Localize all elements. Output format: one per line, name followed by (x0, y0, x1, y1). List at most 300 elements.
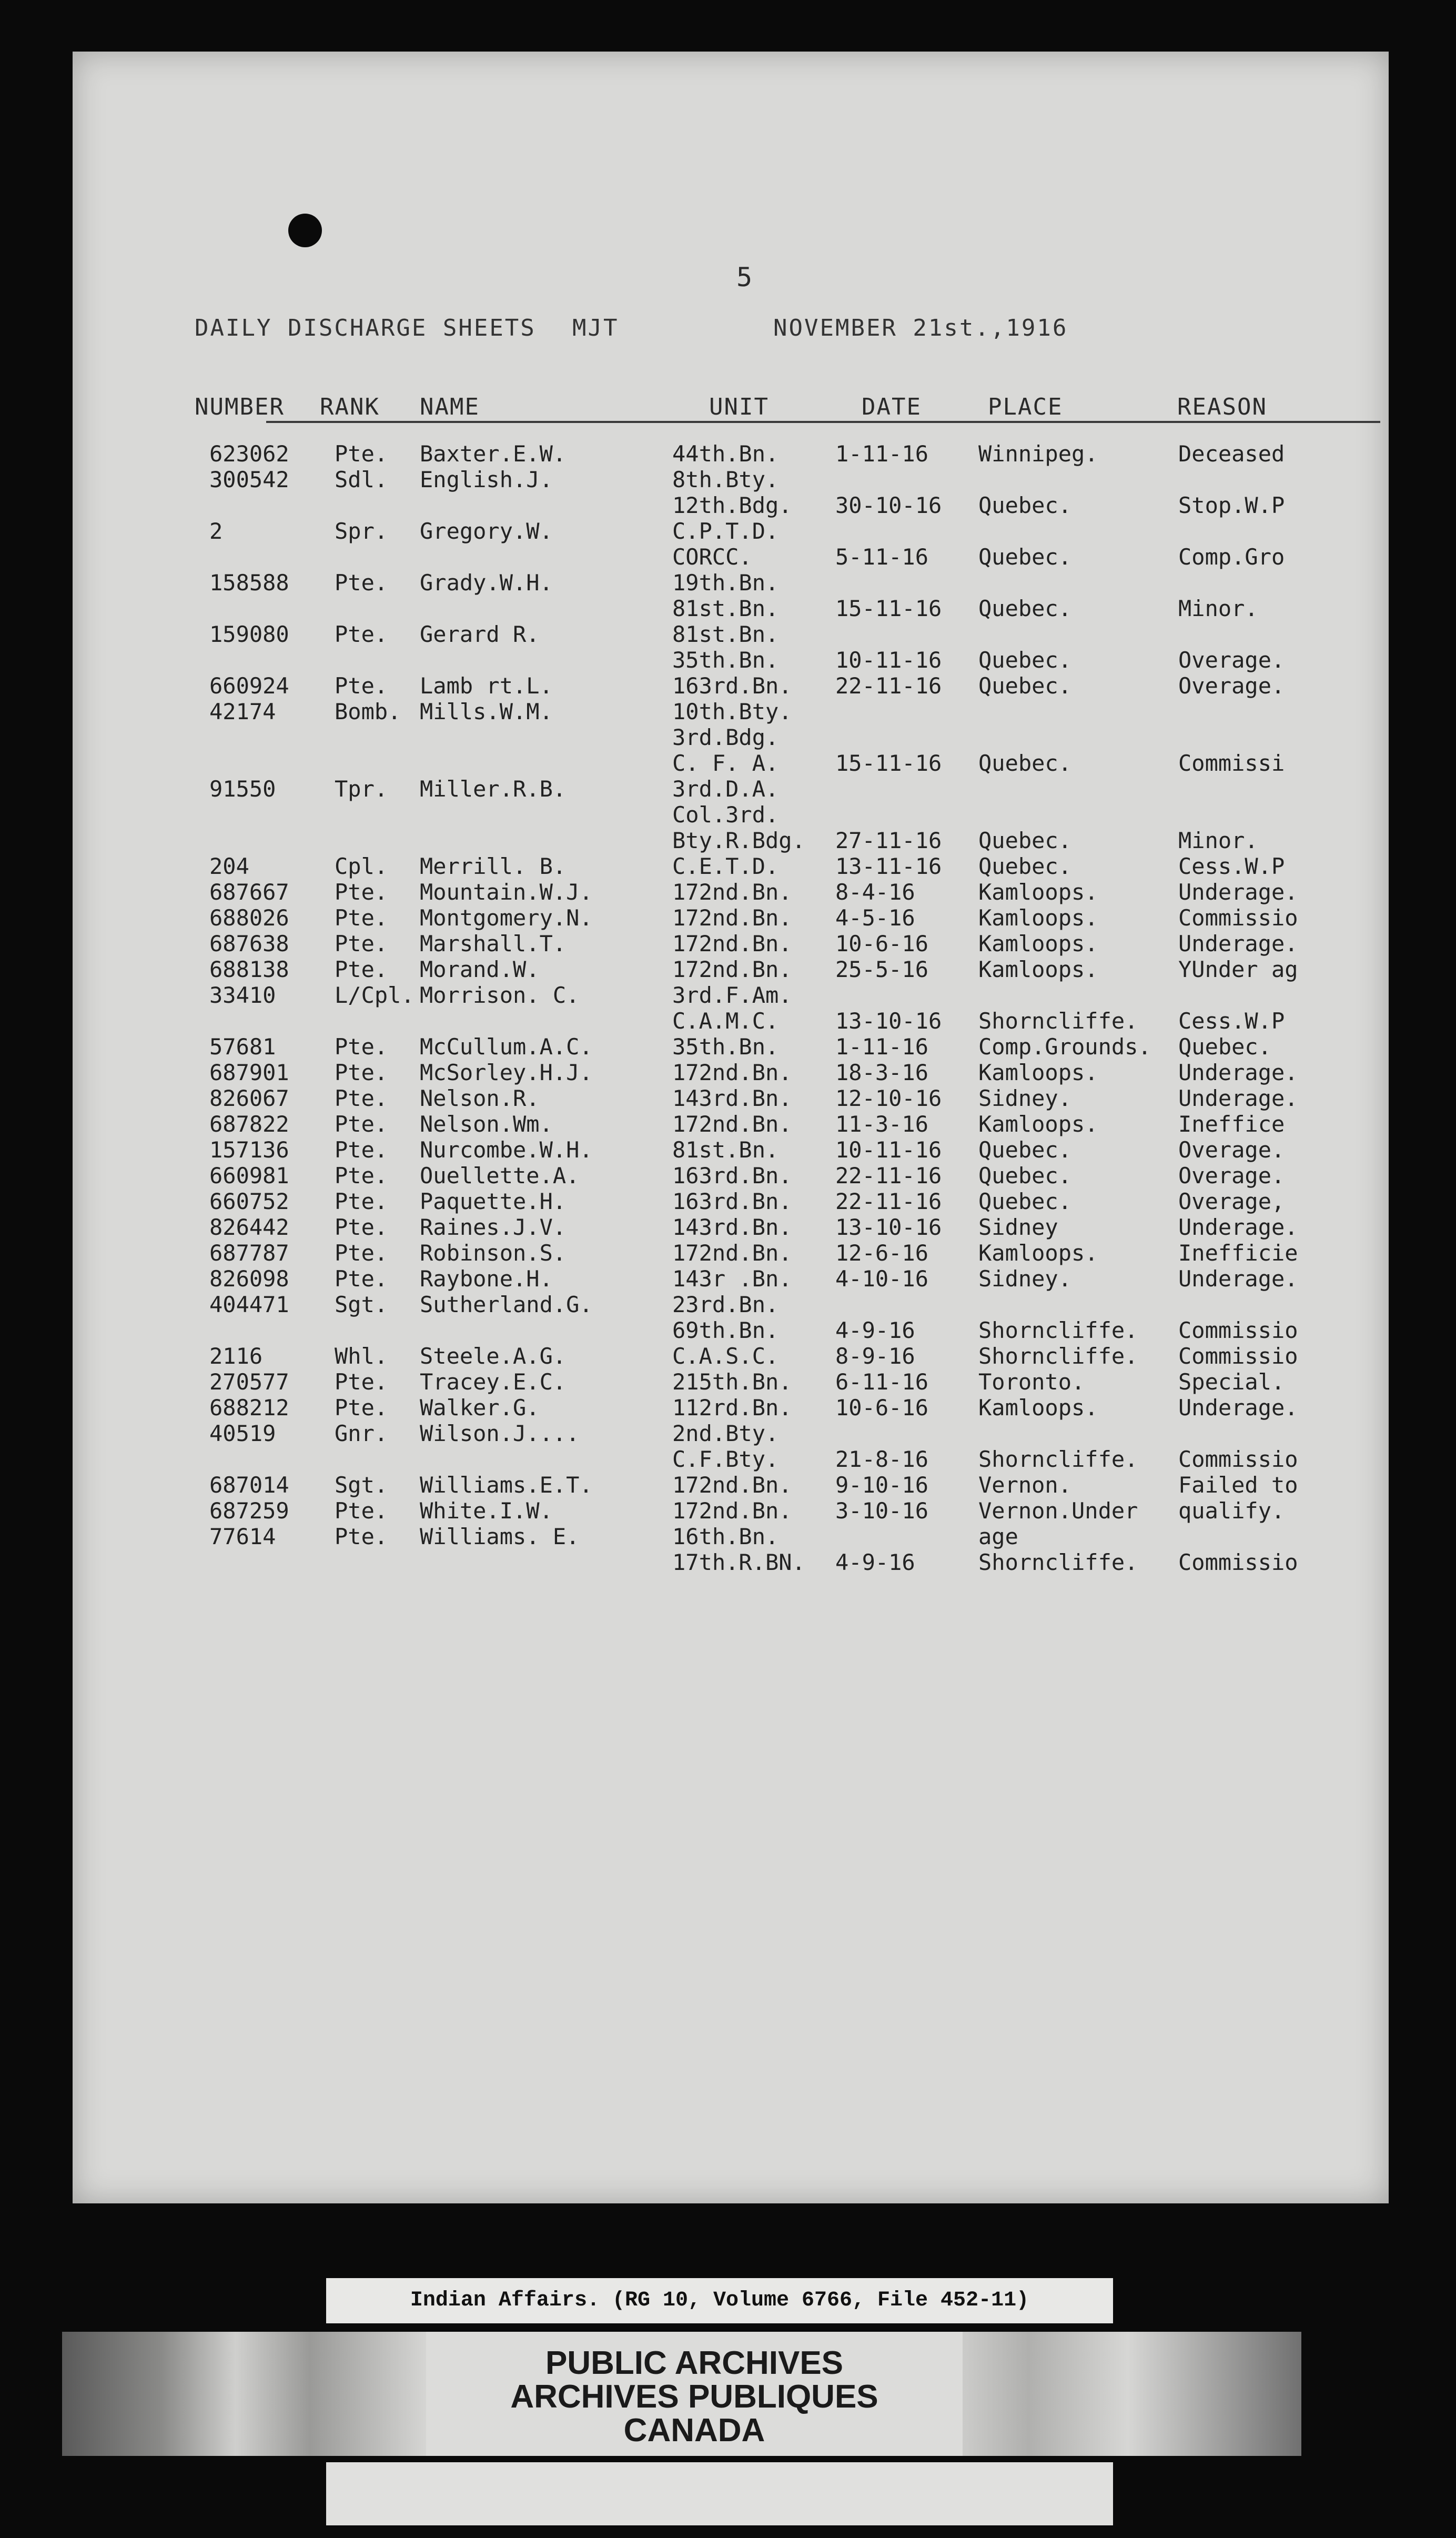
cell-unit: 35th.Bn. (672, 1034, 779, 1060)
cell-rank: Pte. (335, 1266, 388, 1292)
cell-number: 687259 (209, 1498, 289, 1524)
cell-number: 270577 (209, 1369, 289, 1395)
cell-place: Quebec. (978, 853, 1072, 879)
cell-unit: 172nd.Bn. (672, 931, 792, 956)
cell-place: Quebec. (978, 673, 1072, 699)
column-header-reason: REASON (1177, 394, 1267, 420)
cell-unit: Col.3rd. (672, 802, 779, 828)
cell-number: 687901 (209, 1060, 289, 1085)
cell-unit: 143rd.Bn. (672, 1085, 792, 1111)
cell-rank: Pte. (335, 1163, 388, 1189)
cell-name: McCullum.A.C. (420, 1034, 593, 1060)
cell-rank: Spr. (335, 518, 388, 544)
cell-rank: Pte. (335, 621, 388, 647)
cell-unit: C.A.S.C. (672, 1343, 779, 1369)
cell-date: 18-3-16 (835, 1060, 929, 1085)
cell-place: Kamloops. (978, 1111, 1098, 1137)
cell-rank: Pte. (335, 1111, 388, 1137)
cell-name: McSorley.H.J. (420, 1060, 593, 1085)
cell-unit: 3rd.F.Am. (672, 982, 792, 1008)
cell-date: 5-11-16 (835, 544, 929, 570)
cell-name: Nelson.Wm. (420, 1111, 553, 1137)
cell-number: 660924 (209, 673, 289, 699)
cell-date: 12-6-16 (835, 1240, 929, 1266)
cell-place: Quebec. (978, 828, 1072, 853)
table-row (73, 544, 1389, 570)
cell-number: 57681 (209, 1034, 276, 1060)
cell-place: Quebec. (978, 596, 1072, 621)
cell-unit: 16th.Bn. (672, 1524, 779, 1549)
cell-number: 687638 (209, 931, 289, 956)
cell-unit: 172nd.Bn. (672, 1111, 792, 1137)
cell-unit: 3rd.D.A. (672, 776, 779, 802)
film-edge (326, 2462, 1113, 2525)
cell-reason: Deceased (1178, 441, 1285, 467)
cell-reason: Overage. (1178, 647, 1285, 673)
cell-reason: Cess.W.P (1178, 853, 1285, 879)
cell-rank: Pte. (335, 1214, 388, 1240)
table-row (73, 596, 1389, 621)
cell-unit: 172nd.Bn. (672, 956, 792, 982)
table-row (73, 1395, 1389, 1421)
cell-reason: Commissio (1178, 905, 1298, 931)
cell-rank: Sgt. (335, 1292, 388, 1317)
cell-unit: 69th.Bn. (672, 1317, 779, 1343)
cell-unit: 81st.Bn. (672, 621, 779, 647)
cell-date: 10-11-16 (835, 647, 942, 673)
cell-place: Toronto. (978, 1369, 1085, 1395)
cell-name: Mountain.W.J. (420, 879, 593, 905)
cell-date: 22-11-16 (835, 1189, 942, 1214)
cell-reason: Underage. (1178, 1214, 1298, 1240)
cell-reason: Overage. (1178, 1137, 1285, 1163)
cell-number: 204 (209, 853, 249, 879)
table-row (73, 1137, 1389, 1163)
cell-name: Tracey.E.C. (420, 1369, 567, 1395)
cell-name: Montgomery.N. (420, 905, 593, 931)
sheet-initials: MJT (572, 315, 619, 341)
cell-unit: 10th.Bty. (672, 699, 792, 724)
cell-place: Quebec. (978, 1189, 1072, 1214)
table-row (73, 1163, 1389, 1189)
cell-number: 158588 (209, 570, 289, 596)
column-header-date: DATE (862, 394, 922, 420)
cell-date: 13-10-16 (835, 1214, 942, 1240)
cell-unit: 172nd.Bn. (672, 1498, 792, 1524)
cell-name: White.I.W. (420, 1498, 553, 1524)
cell-number: 33410 (209, 982, 276, 1008)
cell-reason: Minor. (1178, 828, 1258, 853)
table-row (73, 1034, 1389, 1060)
table-row (73, 467, 1389, 492)
cell-number: 688212 (209, 1395, 289, 1421)
punch-hole (288, 214, 322, 247)
cell-rank: Bomb. (335, 699, 401, 724)
column-header-name: NAME (420, 394, 480, 420)
cell-unit: 81st.Bn. (672, 1137, 779, 1163)
cell-unit: 2nd.Bty. (672, 1421, 779, 1446)
cell-place: age (978, 1524, 1018, 1549)
cell-rank: Pte. (335, 905, 388, 931)
table-row (73, 1292, 1389, 1317)
cell-place: Kamloops. (978, 905, 1098, 931)
table-row (73, 518, 1389, 544)
cell-place: Vernon. (978, 1472, 1072, 1498)
cell-place: Sidney (978, 1214, 1058, 1240)
cell-reason: Underage. (1178, 931, 1298, 956)
cell-unit: C. F. A. (672, 750, 779, 776)
column-header-place: PLACE (988, 394, 1063, 420)
archives-stamp (426, 2332, 963, 2456)
cell-unit: 8th.Bty. (672, 467, 779, 492)
cell-unit: CORCC. (672, 544, 752, 570)
cell-unit: 12th.Bdg. (672, 492, 792, 518)
cell-rank: Sgt. (335, 1472, 388, 1498)
cell-name: Williams.E.T. (420, 1472, 593, 1498)
table-row (73, 441, 1389, 467)
cell-name: Raines.J.V. (420, 1214, 567, 1240)
cell-reason: Underage. (1178, 1266, 1298, 1292)
cell-unit: 172nd.Bn. (672, 879, 792, 905)
sheet-title: DAILY DISCHARGE SHEETS (195, 315, 536, 341)
cell-rank: Pte. (335, 1498, 388, 1524)
cell-name: Gerard R. (420, 621, 540, 647)
cell-number: 404471 (209, 1292, 289, 1317)
cell-name: Sutherland.G. (420, 1292, 593, 1317)
cell-reason: Underage. (1178, 1085, 1298, 1111)
cell-rank: Pte. (335, 1060, 388, 1085)
column-header-number: NUMBER (195, 394, 285, 420)
cell-date: 1-11-16 (835, 1034, 929, 1060)
archive-reference: Indian Affairs. (RG 10, Volume 6766, File 452-11) (326, 2278, 1113, 2323)
cell-rank: Pte. (335, 1524, 388, 1549)
cell-date: 1-11-16 (835, 441, 929, 467)
cell-rank: Pte. (335, 570, 388, 596)
cell-name: Raybone.H. (420, 1266, 553, 1292)
cell-reason: Underage. (1178, 879, 1298, 905)
cell-name: Grady.W.H. (420, 570, 553, 596)
cell-name: Steele.A.G. (420, 1343, 567, 1369)
cell-date: 10-11-16 (835, 1137, 942, 1163)
cell-name: Paquette.H. (420, 1189, 567, 1214)
cell-date: 12-10-16 (835, 1085, 942, 1111)
table-row (73, 1498, 1389, 1524)
cell-name: Williams. E. (420, 1524, 580, 1549)
cell-place: Shorncliffe. (978, 1343, 1138, 1369)
cell-number: 687822 (209, 1111, 289, 1137)
table-row (73, 1085, 1389, 1111)
cell-reason: Underage. (1178, 1395, 1298, 1421)
table-row (73, 1549, 1389, 1575)
cell-date: 6-11-16 (835, 1369, 929, 1395)
page-number: 5 (736, 262, 753, 293)
cell-place: Quebec. (978, 750, 1072, 776)
table-row (73, 982, 1389, 1008)
table-row (73, 699, 1389, 724)
cell-name: Nurcombe.W.H. (420, 1137, 593, 1163)
cell-unit: 143rd.Bn. (672, 1214, 792, 1240)
cell-rank: L/Cpl. (335, 982, 414, 1008)
column-header-rank: RANK (320, 394, 380, 420)
cell-name: Ouellette.A. (420, 1163, 580, 1189)
cell-reason: Stop.W.P (1178, 492, 1285, 518)
cell-name: English.J. (420, 467, 553, 492)
cell-place: Kamloops. (978, 1060, 1098, 1085)
table-row (73, 879, 1389, 905)
cell-date: 10-6-16 (835, 931, 929, 956)
table-row (73, 750, 1389, 776)
cell-date: 4-5-16 (835, 905, 915, 931)
table-row (73, 621, 1389, 647)
table-row (73, 1421, 1389, 1446)
cell-number: 687014 (209, 1472, 289, 1498)
cell-rank: Pte. (335, 1369, 388, 1395)
cell-place: Kamloops. (978, 956, 1098, 982)
cell-date: 13-11-16 (835, 853, 942, 879)
cell-number: 687667 (209, 879, 289, 905)
cell-number: 660752 (209, 1189, 289, 1214)
cell-place: Shorncliffe. (978, 1446, 1138, 1472)
cell-place: Kamloops. (978, 879, 1098, 905)
cell-place: Sidney. (978, 1085, 1072, 1111)
cell-place: Winnipeg. (978, 441, 1098, 467)
cell-reason: Cess.W.P (1178, 1008, 1285, 1034)
cell-date: 27-11-16 (835, 828, 942, 853)
cell-number: 687787 (209, 1240, 289, 1266)
table-row (73, 647, 1389, 673)
cell-reason: Overage. (1178, 1163, 1285, 1189)
cell-place: Quebec. (978, 647, 1072, 673)
cell-unit: C.F.Bty. (672, 1446, 779, 1472)
cell-date: 8-9-16 (835, 1343, 915, 1369)
document-page (73, 52, 1389, 2203)
table-row (73, 956, 1389, 982)
cell-place: Kamloops. (978, 1395, 1098, 1421)
cell-number: 826098 (209, 1266, 289, 1292)
table-row (73, 1008, 1389, 1034)
column-header-unit: UNIT (709, 394, 769, 420)
cell-place: Shorncliffe. (978, 1008, 1138, 1034)
cell-name: Merrill. B. (420, 853, 567, 879)
cell-number: 300542 (209, 467, 289, 492)
cell-reason: Special. (1178, 1369, 1285, 1395)
cell-date: 13-10-16 (835, 1008, 942, 1034)
cell-rank: Sdl. (335, 467, 388, 492)
cell-reason: Quebec. (1178, 1034, 1272, 1060)
cell-unit: Bty.R.Bdg. (672, 828, 805, 853)
cell-unit: 35th.Bn. (672, 647, 779, 673)
cell-date: 22-11-16 (835, 673, 942, 699)
cell-place: Shorncliffe. (978, 1549, 1138, 1575)
cell-rank: Pte. (335, 1085, 388, 1111)
table-row (73, 1214, 1389, 1240)
cell-number: 2 (209, 518, 223, 544)
table-row (73, 931, 1389, 956)
cell-name: Walker.G. (420, 1395, 540, 1421)
table-row (73, 1060, 1389, 1085)
cell-unit: 172nd.Bn. (672, 1240, 792, 1266)
cell-reason: Ineffice (1178, 1111, 1285, 1137)
cell-date: 22-11-16 (835, 1163, 942, 1189)
cell-rank: Pte. (335, 1034, 388, 1060)
cell-unit: C.P.T.D. (672, 518, 779, 544)
cell-unit: 44th.Bn. (672, 441, 779, 467)
discharge-table (73, 441, 1389, 1575)
cell-reason: Commissio (1178, 1446, 1298, 1472)
stamp-line-1: PUBLIC ARCHIVES (545, 2345, 844, 2381)
cell-unit: 23rd.Bn. (672, 1292, 779, 1317)
cell-place: Shorncliffe. (978, 1317, 1138, 1343)
cell-name: Morand.W. (420, 956, 540, 982)
cell-date: 15-11-16 (835, 750, 942, 776)
cell-name: Lamb rt.L. (420, 673, 553, 699)
cell-reason: Overage, (1178, 1189, 1285, 1214)
table-row (73, 1446, 1389, 1472)
cell-number: 623062 (209, 441, 289, 467)
table-row (73, 1111, 1389, 1137)
table-row (73, 1266, 1389, 1292)
cell-unit: 172nd.Bn. (672, 905, 792, 931)
cell-rank: Pte. (335, 441, 388, 467)
cell-unit: 17th.R.BN. (672, 1549, 805, 1575)
cell-place: Quebec. (978, 1163, 1072, 1189)
cell-date: 30-10-16 (835, 492, 942, 518)
cell-rank: Gnr. (335, 1421, 388, 1446)
cell-number: 826442 (209, 1214, 289, 1240)
cell-date: 4-10-16 (835, 1266, 929, 1292)
cell-rank: Pte. (335, 931, 388, 956)
cell-date: 8-4-16 (835, 879, 915, 905)
cell-name: Wilson.J.... (420, 1421, 580, 1446)
cell-date: 10-6-16 (835, 1395, 929, 1421)
table-row (73, 828, 1389, 853)
cell-date: 3-10-16 (835, 1498, 929, 1524)
table-row (73, 1189, 1389, 1214)
cell-reason: Commissio (1178, 1549, 1298, 1575)
cell-place: Quebec. (978, 1137, 1072, 1163)
table-row (73, 1317, 1389, 1343)
cell-date: 25-5-16 (835, 956, 929, 982)
cell-name: Miller.R.B. (420, 776, 567, 802)
cell-reason: Failed to (1178, 1472, 1298, 1498)
cell-number: 157136 (209, 1137, 289, 1163)
cell-number: 2116 (209, 1343, 263, 1369)
cell-unit: 19th.Bn. (672, 570, 779, 596)
table-row (73, 570, 1389, 596)
cell-number: 77614 (209, 1524, 276, 1549)
cell-number: 40519 (209, 1421, 276, 1446)
cell-place: Comp.Grounds. (978, 1034, 1151, 1060)
cell-name: Gregory.W. (420, 518, 553, 544)
cell-rank: Cpl. (335, 853, 388, 879)
table-row (73, 1472, 1389, 1498)
table-row (73, 1524, 1389, 1549)
cell-reason: Inefficie (1178, 1240, 1298, 1266)
cell-number: 91550 (209, 776, 276, 802)
table-row (73, 724, 1389, 750)
table-row (73, 1343, 1389, 1369)
cell-rank: Pte. (335, 1137, 388, 1163)
table-row (73, 853, 1389, 879)
cell-date: 15-11-16 (835, 596, 942, 621)
cell-date: 21-8-16 (835, 1446, 929, 1472)
cell-unit: C.E.T.D. (672, 853, 779, 879)
table-row (73, 776, 1389, 802)
cell-reason: Comp.Gro (1178, 544, 1285, 570)
cell-date: 4-9-16 (835, 1317, 915, 1343)
cell-rank: Pte. (335, 1189, 388, 1214)
cell-unit: 143r .Bn. (672, 1266, 792, 1292)
cell-number: 660981 (209, 1163, 289, 1189)
cell-reason: Minor. (1178, 596, 1258, 621)
cell-place: Vernon.Under (978, 1498, 1138, 1524)
table-row (73, 1240, 1389, 1266)
cell-date: 9-10-16 (835, 1472, 929, 1498)
cell-number: 826067 (209, 1085, 289, 1111)
cell-rank: Pte. (335, 1395, 388, 1421)
cell-place: Quebec. (978, 492, 1072, 518)
cell-reason: Overage. (1178, 673, 1285, 699)
cell-number: 688138 (209, 956, 289, 982)
cell-number: 42174 (209, 699, 276, 724)
cell-name: Morrison. C. (420, 982, 580, 1008)
cell-name: Marshall.T. (420, 931, 567, 956)
cell-rank: Pte. (335, 956, 388, 982)
cell-name: Mills.W.M. (420, 699, 553, 724)
cell-place: Kamloops. (978, 931, 1098, 956)
cell-date: 11-3-16 (835, 1111, 929, 1137)
cell-place: Kamloops. (978, 1240, 1098, 1266)
cell-reason: Underage. (1178, 1060, 1298, 1085)
cell-unit: C.A.M.C. (672, 1008, 779, 1034)
cell-reason: Commissi (1178, 750, 1285, 776)
cell-reason: Commissio (1178, 1317, 1298, 1343)
table-row (73, 802, 1389, 828)
cell-name: Nelson.R. (420, 1085, 540, 1111)
cell-unit: 81st.Bn. (672, 596, 779, 621)
cell-unit: 112rd.Bn. (672, 1395, 792, 1421)
cell-unit: 172nd.Bn. (672, 1472, 792, 1498)
cell-reason: Commissio (1178, 1343, 1298, 1369)
cell-date: 4-9-16 (835, 1549, 915, 1575)
cell-reason: qualify. (1178, 1498, 1285, 1524)
cell-unit: 163rd.Bn. (672, 1189, 792, 1214)
table-row (73, 1369, 1389, 1395)
header-rule (266, 421, 1380, 423)
cell-rank: Pte. (335, 1240, 388, 1266)
cell-name: Baxter.E.W. (420, 441, 567, 467)
cell-unit: 163rd.Bn. (672, 673, 792, 699)
cell-rank: Pte. (335, 673, 388, 699)
cell-unit: 3rd.Bdg. (672, 724, 779, 750)
table-row (73, 492, 1389, 518)
cell-rank: Whl. (335, 1343, 388, 1369)
table-row (73, 673, 1389, 699)
cell-number: 688026 (209, 905, 289, 931)
sheet-date: NOVEMBER 21st.,1916 (773, 315, 1068, 341)
cell-rank: Pte. (335, 879, 388, 905)
table-row (73, 905, 1389, 931)
cell-place: Sidney. (978, 1266, 1072, 1292)
stamp-line-3: CANADA (623, 2412, 765, 2449)
stamp-line-2: ARCHIVES PUBLIQUES (510, 2379, 878, 2415)
cell-unit: 172nd.Bn. (672, 1060, 792, 1085)
cell-name: Robinson.S. (420, 1240, 567, 1266)
cell-reason: YUnder ag (1178, 956, 1298, 982)
cell-unit: 163rd.Bn. (672, 1163, 792, 1189)
cell-rank: Tpr. (335, 776, 388, 802)
cell-place: Quebec. (978, 544, 1072, 570)
